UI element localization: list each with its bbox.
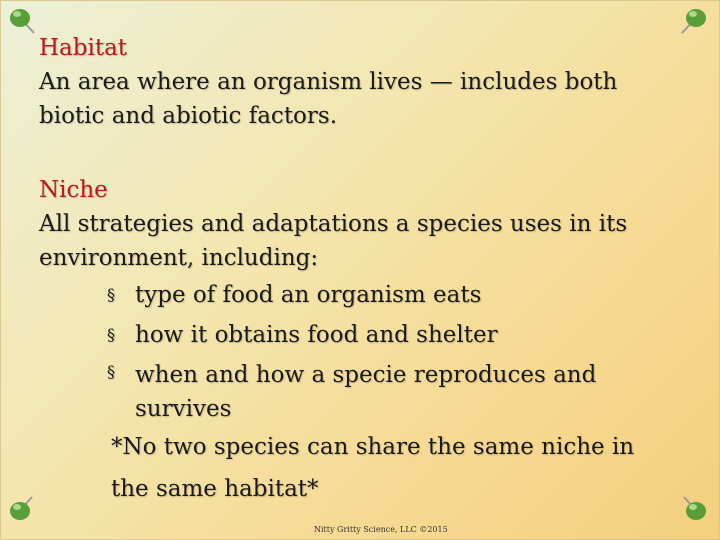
niche-note: *No two species can share the same niche in the same habitat* <box>111 434 635 502</box>
habitat-definition: An area where an organism lives — includes both biotic and abiotic factors. <box>39 69 618 129</box>
niche-heading: Niche <box>39 177 108 203</box>
bullet-mark: § <box>107 325 115 344</box>
thumbtack-icon <box>677 3 711 37</box>
thumbtack-icon <box>5 3 39 37</box>
habitat-heading: Habitat <box>39 35 128 61</box>
niche-definition: All strategies and adaptations a species uses in its environment, including: <box>39 211 628 271</box>
thumbtack-icon <box>677 491 711 525</box>
bullet-text: when and how a specie reproduces and survives <box>135 362 597 422</box>
list-item <box>107 275 679 315</box>
list-item <box>107 355 679 426</box>
list-item <box>107 315 679 355</box>
slide-body <box>39 31 679 510</box>
bullet-text: how it obtains food and shelter <box>135 322 498 348</box>
niche-bullet-list <box>39 275 679 426</box>
bullet-mark: § <box>107 285 115 304</box>
thumbtack-icon <box>5 491 39 525</box>
bullet-mark: § <box>107 362 115 381</box>
footer-credit: Nitty Gritty Science, LLC ©2015 <box>314 525 448 534</box>
bullet-text: type of food an organism eats <box>135 282 482 308</box>
